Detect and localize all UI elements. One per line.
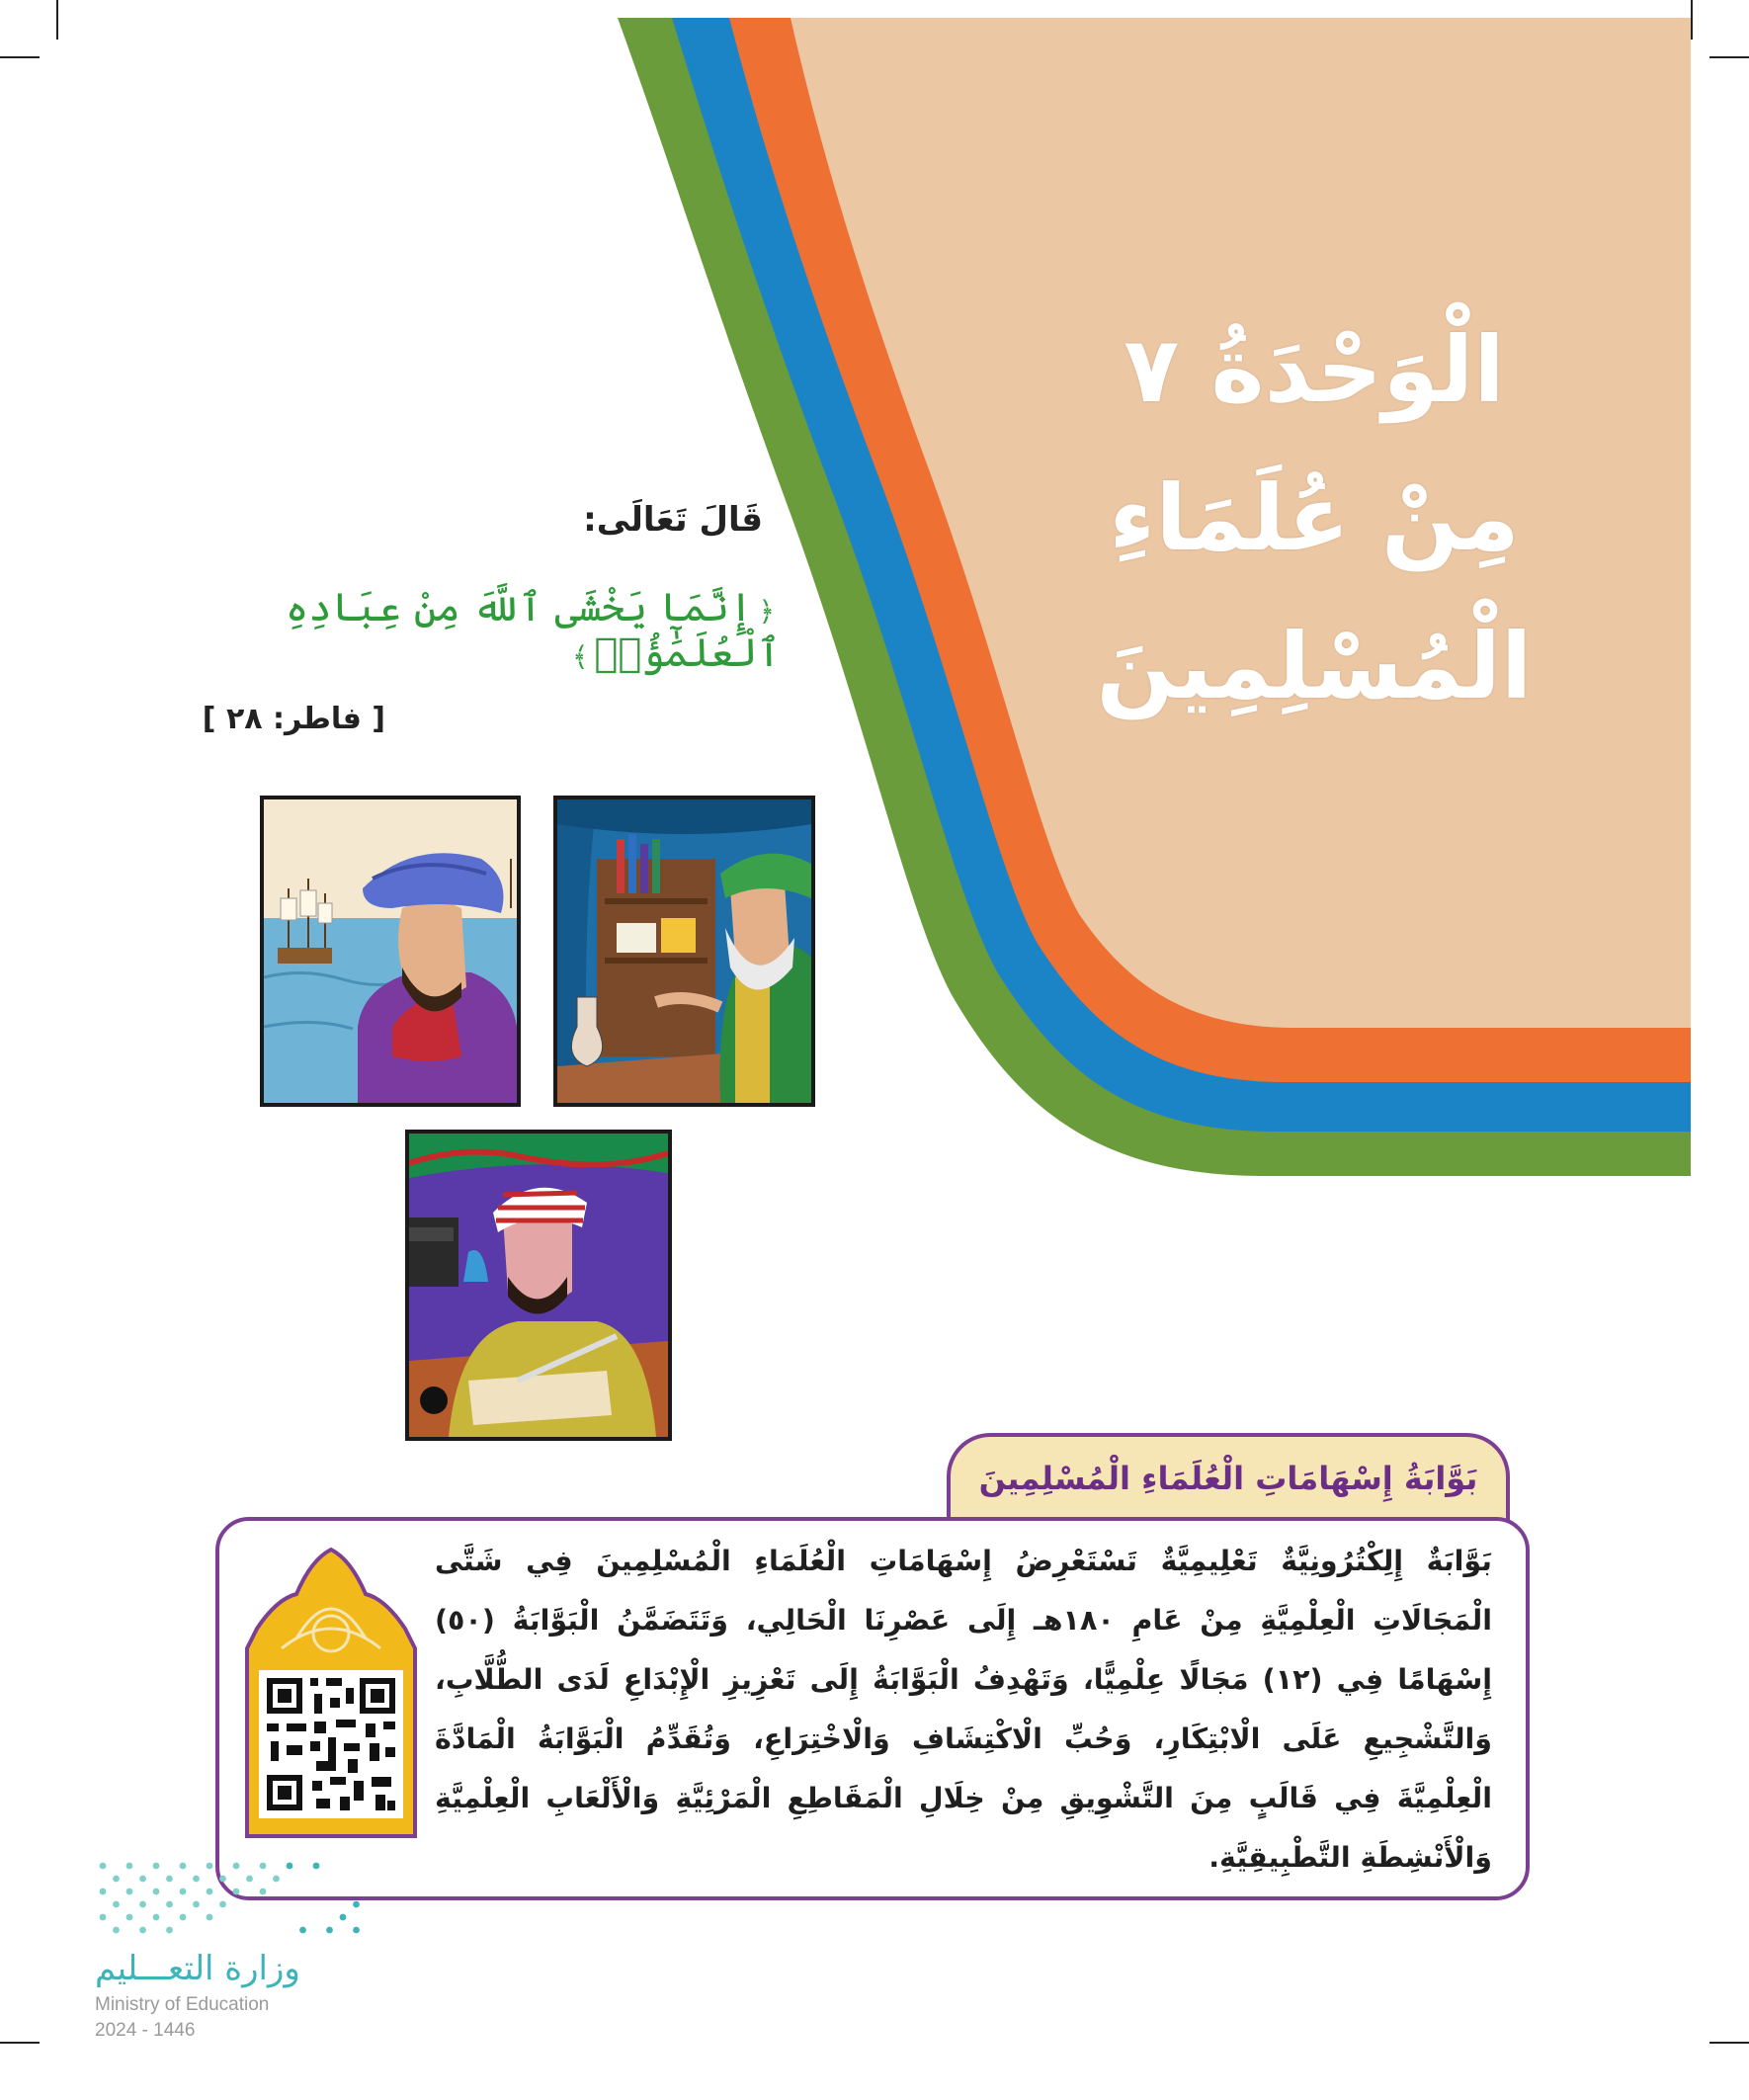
logo-dot <box>287 1863 293 1870</box>
scholar-writing-illustration <box>405 1130 672 1441</box>
logo-dot <box>153 1914 160 1921</box>
unit-title <box>1038 296 1591 741</box>
logo-dot <box>180 1914 187 1921</box>
logo-dot <box>166 1927 173 1934</box>
verse-open-ornament: ﴿ <box>758 595 775 628</box>
logo-dot <box>313 1863 320 1870</box>
edition-year: 2024 - 1446 <box>95 2020 196 2041</box>
logo-dot <box>207 1914 213 1921</box>
scholar-lab-illustration <box>553 796 815 1107</box>
logo-dot <box>207 1889 213 1895</box>
scholar-sea-illustration <box>260 796 521 1107</box>
logo-dot <box>139 1901 146 1908</box>
verse-intro: قَالَ تَعَالَى: <box>583 500 763 540</box>
logo-dot <box>219 1876 226 1883</box>
ministry-name-english: Ministry of Education <box>95 1994 270 2015</box>
logo-dot <box>233 1889 240 1895</box>
logo-dot <box>113 1927 120 1934</box>
verse-text: إِنَّمَا يَخْشَى ٱللَّهَ مِنْ عِبَادِهِ ٱلْعُلَمَٰٓؤُا۟ <box>285 585 781 676</box>
logo-dot <box>180 1889 187 1895</box>
logo-dot <box>100 1889 107 1895</box>
logo-dot <box>219 1901 226 1908</box>
logo-dot <box>113 1901 120 1908</box>
logo-dot <box>299 1927 306 1934</box>
verse-close-ornament: ﴾ <box>571 640 589 673</box>
logo-dot <box>100 1863 107 1870</box>
logo-dot <box>126 1889 133 1895</box>
logo-dot <box>340 1914 347 1921</box>
logo-dot <box>166 1901 173 1908</box>
logo-dot <box>139 1876 146 1883</box>
logo-dot <box>260 1889 267 1895</box>
qr-code[interactable] <box>237 1540 425 1846</box>
logo-dot <box>193 1901 200 1908</box>
logo-dot <box>153 1863 160 1870</box>
unit-title-line: الْمُسْلِمِينَ <box>1096 614 1533 719</box>
logo-dot <box>193 1876 200 1883</box>
portal-title-tab: بَوَّابَةُ إِسْهَامَاتِ الْعُلَمَاءِ الْمُسْلِمِينَ <box>947 1433 1510 1520</box>
verse-reference: [ فاطر: ٢٨ ] <box>202 702 385 736</box>
logo-dot <box>353 1927 360 1934</box>
logo-dot <box>139 1927 146 1934</box>
logo-dot <box>113 1876 120 1883</box>
unit-title-line: الْوَحْدَةُ ٧ <box>1124 317 1505 423</box>
logo-dot <box>166 1876 173 1883</box>
logo-dot <box>326 1927 333 1934</box>
portal-description: بَوَّابَةٌ إِلِكْتُرُونِيَّةٌ تَعْلِيمِيَّةٌ تَسْتَعْرِضُ إِسْهَامَاتِ الْعُلَمَاءِ الْمُسْلِمِينَ فِي شَتَّى الْمَجَالَاتِ الْعِلْمِيَّةِ مِنْ عَامِ ١٨٠هـ إِلَى عَصْرِنَا الْحَالِي، وَتَتَضَمَّنُ الْبَوَّابَةُ (٥٠) إِسْهَامًا فِي (١٢) مَجَالًا عِلْمِيًّا، وَتَهْدِفُ الْبَوَّابَةُ إِلَى تَعْزِيزِ الْإِبْدَاعِ لَدَى الطُّلَّابِ، وَالتَّشْجِيعِ عَلَى الْابْتِكَارِ، وَحُبِّ الْاكْتِشَافِ وَالْاخْتِرَاعِ، وَتُقَدِّمُ الْبَوَّابَةُ الْمَادَّةَ الْعِلْمِيَّةَ فِي قَالَبٍ مِنَ التَّشْوِيقِ مِنْ خِلَالِ الْمَقَاطِعِ الْمَرْئِيَّةِ وَالْأَلْعَابِ الْعِلْمِيَّةِ وَالْأَنْشِطَةِ التَّطْبِيقِيَّةِ. <box>435 1545 1492 1874</box>
logo-dot <box>207 1863 213 1870</box>
unit-title-line: مِنْ عُلَمَاءِ <box>1109 465 1520 571</box>
quran-verse <box>198 585 781 676</box>
logo-dot <box>353 1901 360 1908</box>
logo-dot <box>260 1863 267 1870</box>
logo-dot <box>233 1863 240 1870</box>
logo-dot <box>126 1914 133 1921</box>
logo-dot <box>180 1863 187 1870</box>
logo-dot <box>153 1889 160 1895</box>
logo-dot <box>100 1914 107 1921</box>
logo-dot <box>273 1876 280 1883</box>
ministry-logo-dots <box>95 1858 372 1945</box>
ministry-name-arabic: وزارة التعـــليم <box>95 1949 300 1988</box>
logo-dot <box>246 1876 253 1883</box>
logo-dot <box>126 1863 133 1870</box>
